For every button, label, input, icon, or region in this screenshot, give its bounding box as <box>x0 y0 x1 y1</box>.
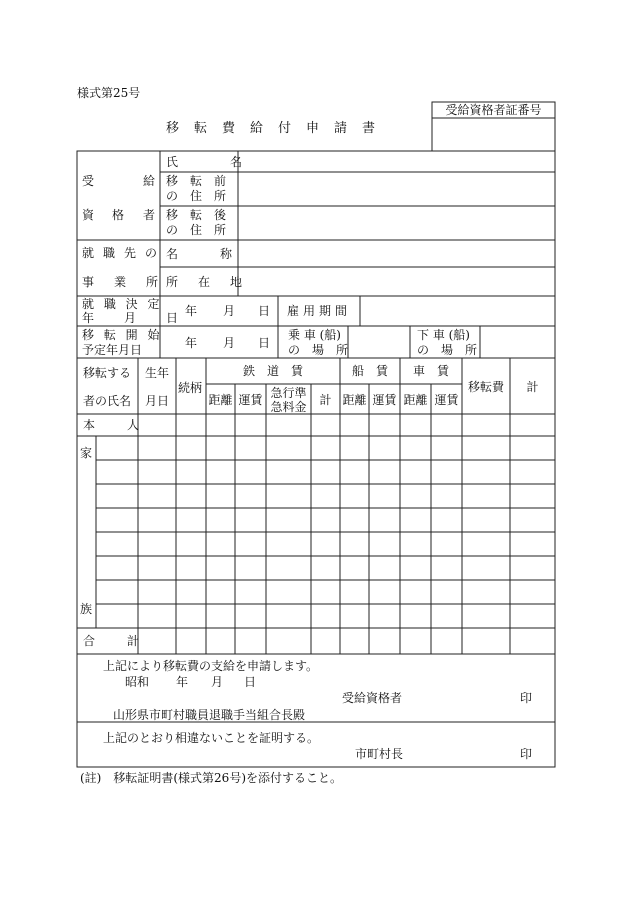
name-label: 氏 名 <box>166 155 263 169</box>
recipient-char-5: 者 <box>143 208 156 222</box>
new-address-label-2: の 住 所 <box>166 223 227 237</box>
era-month: 月 <box>211 675 224 689</box>
employment-period-label: 雇用期間 <box>287 304 352 318</box>
family-label-bottom: 族 <box>80 602 93 616</box>
prev-address-field[interactable] <box>239 173 554 205</box>
era-label: 昭和 <box>125 675 150 689</box>
recipient-char-1: 受 <box>82 174 95 188</box>
row-sum-label: 合 計 <box>83 634 150 648</box>
header-ship-fare: 運賃 <box>372 393 397 407</box>
alighting-label-1: 下 車 (船) <box>417 328 470 342</box>
form-title: 移転費給付申請書 <box>166 121 391 136</box>
new-address-field[interactable] <box>239 207 554 239</box>
decision-month: 月 <box>223 304 236 318</box>
move-day: 日 <box>258 336 271 350</box>
footnote: (註) 移転証明書(様式第26号)を添付すること。 <box>80 771 342 785</box>
era-year: 年 <box>176 675 189 689</box>
new-address-label-1: 移 転 後 <box>166 208 227 222</box>
name-field[interactable] <box>239 152 554 171</box>
header-rail: 鉄 道 賃 <box>242 364 303 378</box>
move-year: 年 <box>185 336 198 350</box>
employment-period-field[interactable] <box>361 297 554 325</box>
employer-label-2: 事業所 <box>82 275 179 289</box>
decision-year: 年 <box>185 304 198 318</box>
header-car-distance: 距離 <box>403 393 428 407</box>
boarding-label-2: の 場 所 <box>288 343 349 357</box>
cert-number-label: 受給資格者証番号 <box>445 103 542 117</box>
header-car: 車 賃 <box>412 364 449 378</box>
employer-name-label: 名 称 <box>166 247 239 261</box>
header-ship: 船 賃 <box>351 364 388 378</box>
form-number: 様式第25号 <box>77 86 141 100</box>
header-car-fare: 運賃 <box>434 393 459 407</box>
mayor-label: 市町村長 <box>355 747 404 761</box>
employer-name-field[interactable] <box>239 241 554 266</box>
addressee: 山形県市町村職員退職手当組合長殿 <box>113 708 306 722</box>
header-express-1: 急行準 <box>270 386 307 400</box>
header-total: 計 <box>526 380 539 394</box>
header-birth-2: 月日 <box>145 394 170 408</box>
header-birth-1: 生年 <box>145 366 170 380</box>
era-day: 日 <box>244 675 257 689</box>
recipient-char-4: 格 <box>112 208 125 222</box>
header-mover-1: 移転する <box>83 366 132 380</box>
cert-number-field[interactable] <box>433 119 554 150</box>
header-express-2: 急料金 <box>270 400 307 414</box>
employer-label-1: 就職先の <box>82 246 167 260</box>
decision-date-label-1: 就 職 決 定 <box>82 297 163 311</box>
move-start-label-2: 予定年月日 <box>82 343 143 357</box>
certification-text: 上記のとおり相違ないことを証明する。 <box>103 731 320 745</box>
applicant-label: 受給資格者 <box>342 691 403 705</box>
prev-address-label-2: の 住 所 <box>166 189 227 203</box>
recipient-char-3: 資 <box>82 208 95 222</box>
header-relation: 続柄 <box>178 381 203 395</box>
family-label-top: 家 <box>80 446 93 460</box>
employer-location-label: 所 在 地 <box>166 275 247 289</box>
header-mover-2: 者の氏名 <box>83 394 132 408</box>
boarding-field[interactable] <box>349 327 409 357</box>
decision-day: 日 <box>258 304 271 318</box>
mayor-seal: 印 <box>520 747 533 761</box>
move-start-label-1: 移 転 開 始 <box>82 328 163 342</box>
header-rail-subtotal: 計 <box>319 393 332 407</box>
employer-location-field[interactable] <box>239 268 554 295</box>
header-ship-distance: 距離 <box>342 393 367 407</box>
boarding-label-1: 乗 車 (船) <box>288 328 341 342</box>
header-rail-distance: 距離 <box>208 393 233 407</box>
application-text: 上記により移転費の支給を申請します。 <box>103 659 319 673</box>
move-month: 月 <box>223 336 236 350</box>
row-self-label: 本 人 <box>83 418 150 432</box>
applicant-seal: 印 <box>520 691 533 705</box>
decision-date-label-2: 年 月 日 <box>82 311 188 325</box>
recipient-char-2: 給 <box>143 174 156 188</box>
prev-address-label-1: 移 転 前 <box>166 174 227 188</box>
alighting-label-2: の 場 所 <box>417 343 478 357</box>
header-moving-cost: 移転費 <box>467 380 504 394</box>
header-rail-fare: 運賃 <box>238 393 263 407</box>
alighting-field[interactable] <box>481 327 554 357</box>
